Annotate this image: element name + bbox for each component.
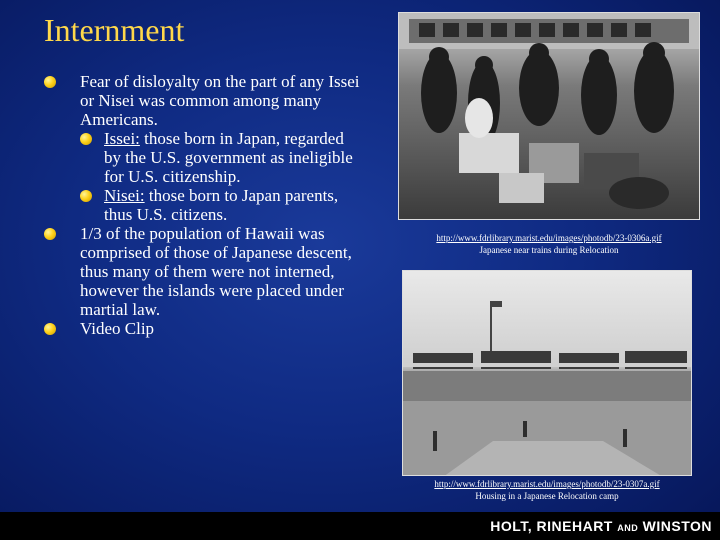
- photo-2-caption: [402, 478, 692, 502]
- bullet-hawaii: [44, 224, 364, 319]
- bullet-text: those born to Japan parents, thus U.S. citizens.: [104, 186, 339, 224]
- bullet-text: those born in Japan, regarded by the U.S. government as ineligible for U.S. citizenship.: [104, 129, 353, 186]
- publisher-name-b: WINSTON: [642, 518, 712, 534]
- photo-2-link[interactable]: http://www.fdrlibrary.marist.edu/images/photodb/23-0307a.gif: [434, 479, 660, 489]
- term-issei: Issei:: [104, 129, 140, 148]
- bullet-text: 1/3 of the population of Hawaii was comprised of those of Japanese descent, thus many of them were not interned, however the islands were placed under martial law.: [80, 224, 352, 319]
- photo-1-caption-text: Japanese near trains during Relocation: [479, 245, 619, 255]
- photo-relocation-camp-image: [403, 271, 692, 476]
- term-nisei: Nisei:: [104, 186, 145, 205]
- bullet-disloyalty: [44, 72, 364, 129]
- publisher-name-a: HOLT, RINEHART: [490, 518, 613, 534]
- video-clip-link[interactable]: Video Clip: [80, 319, 155, 338]
- bullet-dot-icon: [44, 76, 56, 88]
- photo-relocation-camp: [402, 270, 692, 476]
- bullet-dot-icon: [80, 190, 92, 202]
- bullet-list: [44, 72, 364, 338]
- bullet-dot-icon: [44, 323, 56, 335]
- photo-relocation-trains: [398, 12, 700, 220]
- publisher-logo: [490, 518, 712, 534]
- photo-2-caption-text: Housing in a Japanese Relocation camp: [475, 491, 619, 501]
- bullet-video-clip[interactable]: [44, 319, 364, 338]
- slide-title: Internment: [44, 12, 185, 48]
- photo-1-link[interactable]: http://www.fdrlibrary.marist.edu/images/photodb/23-0306a.gif: [436, 233, 662, 243]
- bullet-issei: [44, 129, 364, 186]
- bullet-nisei: [44, 186, 364, 224]
- bullet-dot-icon: [44, 228, 56, 240]
- publisher-and: AND: [617, 523, 639, 533]
- photo-relocation-trains-image: [399, 13, 700, 220]
- bullet-dot-icon: [80, 133, 92, 145]
- photo-1-caption: [398, 232, 700, 256]
- bullet-text: Fear of disloyalty on the part of any Issei or Nisei was common among many Americans.: [80, 72, 360, 129]
